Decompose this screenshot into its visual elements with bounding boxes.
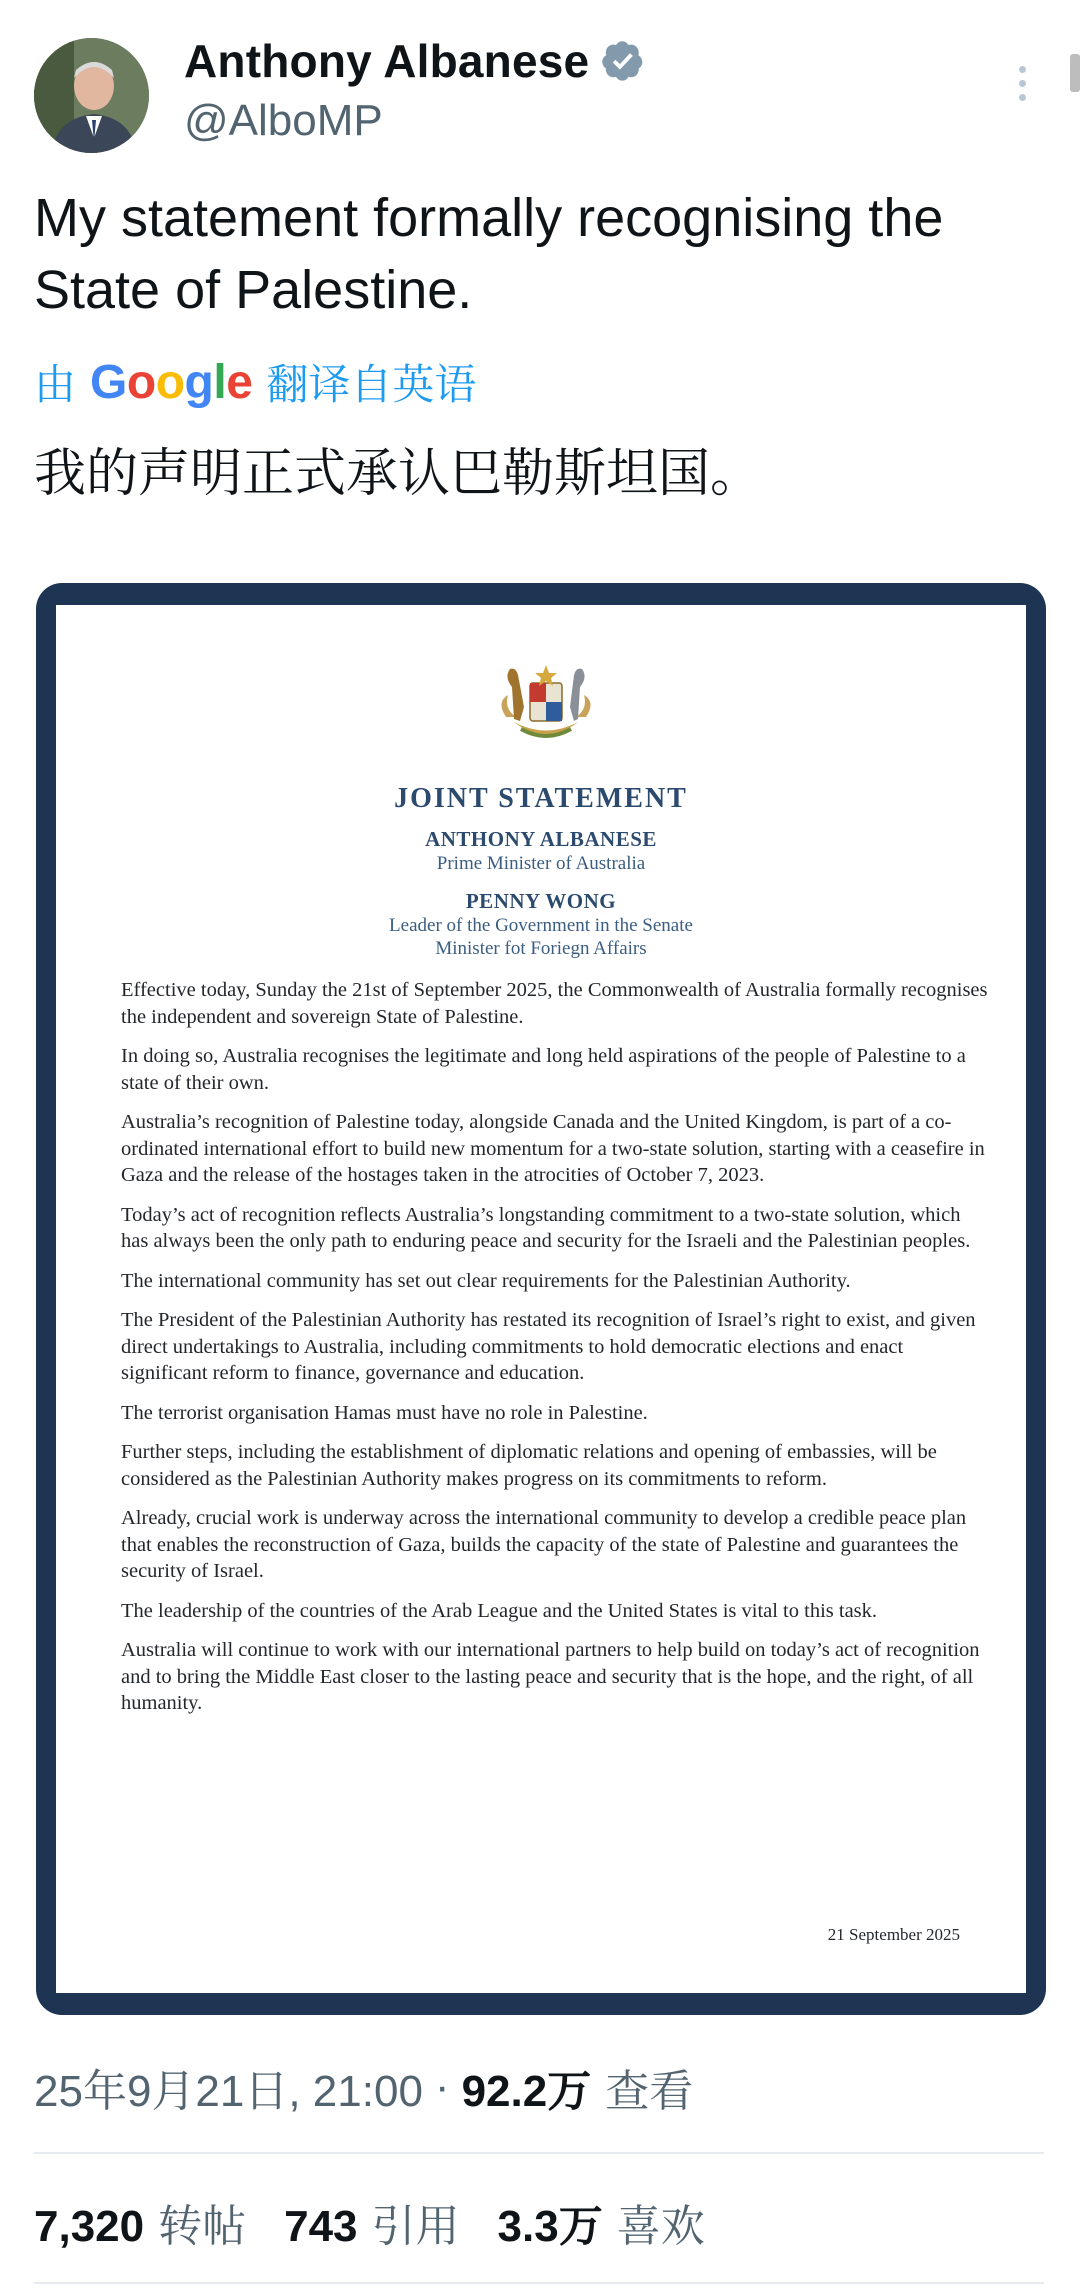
- views-label: 查看: [605, 2067, 694, 2116]
- coat-of-arms-icon: [476, 647, 616, 757]
- paragraph: The international community has set out clear requirements for the Palestinian Authority.: [121, 1269, 851, 1292]
- reposts-stat[interactable]: [34, 2190, 246, 2254]
- paragraph: Further steps, including the establishment of diplomatic relations and opening of embassies, will be considered as the Palestinian Authority makes progress on its commitments to reform.: [121, 1441, 937, 1490]
- engagement-stats: [34, 2190, 743, 2254]
- author-handle[interactable]: @AlboMP: [184, 96, 383, 145]
- tweet-meta: [34, 2055, 693, 2119]
- signatory-2-name: PENNY WONG: [465, 889, 617, 913]
- reposts-count: 7,320: [34, 2202, 145, 2251]
- timestamp[interactable]: 25年9月21日, 21:00: [34, 2067, 423, 2116]
- paragraph: The President of the Palestinian Authority has restated its recognition of Israel’s right to exist, and given direct undertakings to Australia, including commitments to hold democratic elections and enact significant reform to finance, governance and education.: [121, 1309, 976, 1384]
- scrollbar[interactable]: [1070, 54, 1080, 92]
- tweet-header: [0, 0, 1080, 170]
- meta-separator: ·: [434, 2062, 450, 2111]
- signatory-1: [56, 827, 1026, 875]
- statement-image[interactable]: [36, 583, 1046, 2015]
- paragraph: In doing so, Australia recognises the legitimate and long held aspirations of the people of Palestine to a state of their own.: [121, 1045, 966, 1094]
- tweet-text: My statement formally recognising the State of Palestine.: [34, 188, 944, 320]
- statement-document: [56, 605, 1026, 1993]
- signatory-2-role-1: Leader of the Government in the Senate: [389, 915, 693, 936]
- paragraph: Already, crucial work is underway across the international community to develop a credible peace plan that enables the reconstruction of Gaza, builds the capacity of the state of Palestine and guarantees the security of Israel.: [121, 1507, 967, 1582]
- paragraph: Australia will continue to work with our international partners to help build on today’s act of recognition and to bring the Middle East closer to the lasting peace and security that is the hope, and the right, of all humanity.: [121, 1639, 980, 1714]
- quotes-count: 743: [284, 2202, 358, 2251]
- author-name[interactable]: [184, 34, 645, 88]
- translate-prefix: 由: [34, 361, 77, 408]
- google-logo: Google: [90, 355, 253, 409]
- quotes-stat[interactable]: [284, 2190, 459, 2254]
- statement-title: JOINT STATEMENT: [394, 783, 688, 814]
- paragraph: Today’s act of recognition reflects Australia’s longstanding commitment to a two-state solution, which has always been the only path to enduring peace and security for the Israeli and the Palestinian peoples.: [121, 1203, 971, 1252]
- signatory-1-role: Prime Minister of Australia: [436, 853, 646, 874]
- paragraph: The leadership of the countries of the Arab League and the United States is vital to this task.: [121, 1599, 878, 1622]
- verified-badge-icon: [601, 39, 645, 83]
- paragraph: Australia’s recognition of Palestine today, alongside Canada and the United Kingdom, is part of a co-ordinated international effort to build new momentum for a two-state solution, starting with a ceasefire in Gaza and the release of the hostages taken in the atrocities of October 7, 2023.: [121, 1111, 985, 1186]
- statement-date: 21 September 2025: [827, 1925, 960, 1944]
- likes-stat[interactable]: [498, 2190, 705, 2254]
- likes-label: 喜欢: [616, 2202, 705, 2251]
- signatory-1-name: ANTHONY ALBANESE: [425, 827, 657, 851]
- translated-text: 我的声明正式承认巴勒斯坦国。: [34, 445, 763, 503]
- views-count: 92.2万: [461, 2067, 592, 2116]
- translate-suffix: 翻译自英语: [266, 361, 477, 408]
- statement-body: [121, 977, 991, 1730]
- divider: [34, 2282, 1044, 2284]
- signatory-2: [56, 889, 1026, 960]
- paragraph: Effective today, Sunday the 21st of September 2025, the Commonwealth of Australia formally recognises the independent and sovereign State of Palestine.: [121, 979, 988, 1028]
- avatar[interactable]: [34, 38, 149, 153]
- likes-count: 3.3万: [497, 2202, 603, 2251]
- signatory-2-role-2: Minister fot Foriegn Affairs: [435, 938, 647, 959]
- more-options-icon[interactable]: [1010, 66, 1034, 106]
- divider: [34, 2152, 1044, 2154]
- paragraph: The terrorist organisation Hamas must have no role in Palestine.: [121, 1401, 648, 1424]
- author-name-text: Anthony Albanese: [184, 35, 590, 87]
- reposts-label: 转帖: [158, 2202, 247, 2251]
- translated-by-google-link[interactable]: [34, 352, 476, 412]
- quotes-label: 引用: [371, 2202, 460, 2251]
